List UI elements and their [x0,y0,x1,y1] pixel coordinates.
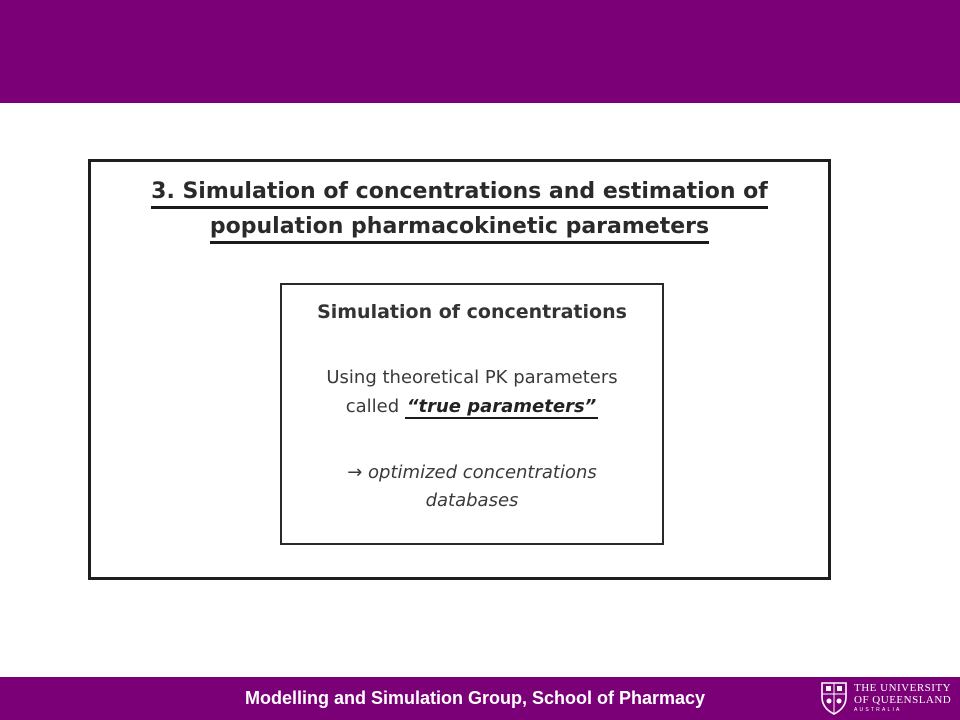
simulation-result [282,459,662,515]
arrow-right-icon: → [347,462,363,483]
true-parameters-label: “true parameters” [406,396,597,417]
simulation-heading: Simulation of concentrations [317,301,627,323]
uq-crest-icon [820,681,848,715]
figure-title [91,176,828,246]
figure-title-line2: population pharmacokinetic parameters [210,213,709,244]
result-line1: optimized concentrations [368,462,597,483]
description-called: called [345,396,405,417]
header-bar [0,0,960,103]
figure-title-line1: 3. Simulation of concentrations and estimation of [151,178,768,209]
description-line1: Using theoretical PK parameters [326,367,618,388]
footer-bar [0,677,960,720]
result-line2: databases [425,490,519,511]
uq-logo-line3: AUSTRALIA [854,707,902,713]
uq-logo [820,681,950,717]
uq-logo-line2: OF QUEENSLAND [854,694,952,706]
uq-logo-line1: THE UNIVERSITY [854,682,952,694]
simulation-description [282,363,662,421]
simulation-box [280,283,664,545]
slide-figure-box [88,159,831,580]
footer-text: Modelling and Simulation Group, School of Pharmacy [245,688,706,708]
